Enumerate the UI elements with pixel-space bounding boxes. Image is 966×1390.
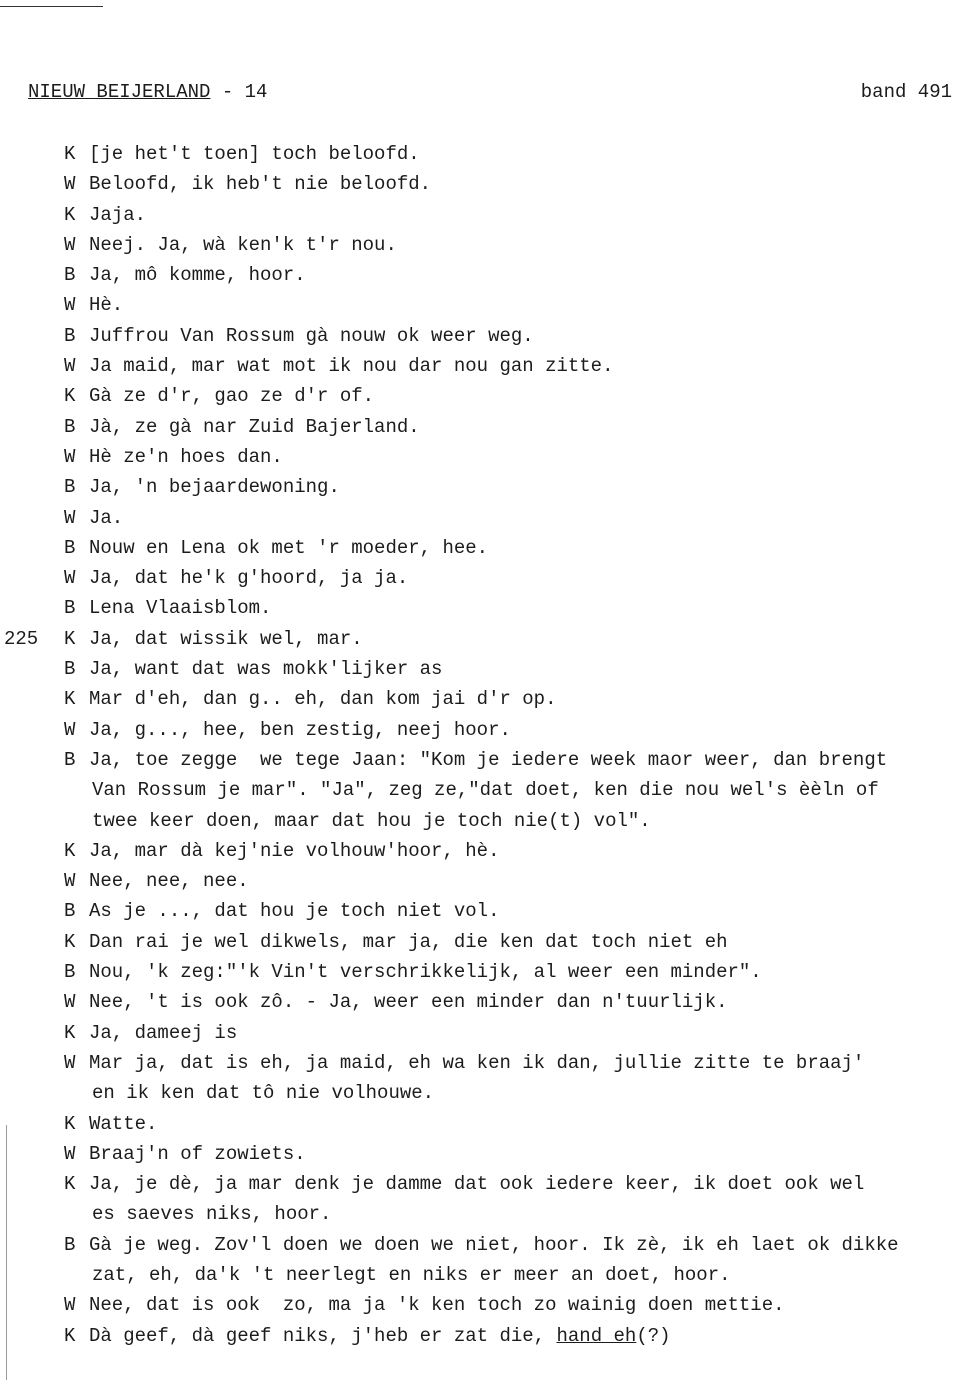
- utterance-text: [89, 836, 499, 866]
- transcript-line: [0, 563, 966, 593]
- transcript-line: [0, 1230, 966, 1260]
- header-band: band 491: [860, 81, 952, 103]
- speaker-label: K: [64, 627, 76, 650]
- utterance-text: [89, 1048, 864, 1078]
- header-place: NIEUW BEIJERLAND: [28, 81, 211, 103]
- speaker-label: W: [64, 567, 76, 590]
- utterance-text: [89, 745, 887, 775]
- utterance-main: Mar d'eh, dan g.. eh, dan kom jai d'r op.: [89, 688, 557, 711]
- transcript-line: [0, 1139, 966, 1169]
- transcript-line: [0, 593, 966, 623]
- speaker-label: K: [64, 203, 76, 226]
- utterance-text: [89, 321, 534, 351]
- line-number: 225: [4, 627, 39, 650]
- utterance-main: Ja, dat wissik wel, mar.: [89, 627, 363, 650]
- utterance-main: Gà je weg. Zov'l doen we doen we niet, hoor. Ik zè, ik eh laet ok dikke: [89, 1233, 899, 1256]
- utterance-text: [89, 896, 499, 926]
- transcript-line: [0, 1169, 966, 1199]
- utterance-main: Ja, mô komme, hoor.: [89, 264, 306, 287]
- transcript-line: [0, 442, 966, 472]
- utterance-tail: (?): [636, 1324, 671, 1347]
- transcript: [0, 139, 966, 1351]
- speaker-label: W: [64, 355, 76, 378]
- transcript-line: [0, 684, 966, 714]
- speaker-label: W: [64, 506, 76, 529]
- transcript-line: [0, 503, 966, 533]
- transcript-line: [0, 290, 966, 320]
- utterance-main: Jaja.: [89, 203, 147, 226]
- utterance-main: Nee, 't is ook zô. - Ja, weer een minder dan n'tuurlijk.: [89, 991, 728, 1014]
- transcript-line: [0, 654, 966, 684]
- utterance-text: [89, 533, 488, 563]
- speaker-label: W: [64, 718, 76, 741]
- transcript-line: [0, 896, 966, 926]
- speaker-label: K: [64, 143, 76, 165]
- transcript-line: [0, 230, 966, 260]
- transcript-line: [0, 1048, 966, 1078]
- speaker-label: W: [64, 1142, 76, 1165]
- speaker-label: K: [64, 930, 76, 953]
- transcript-line: [0, 866, 966, 896]
- utterance-text: [92, 775, 879, 805]
- transcript-line: [0, 957, 966, 987]
- speaker-label: K: [64, 839, 76, 862]
- utterance-text: [89, 412, 420, 442]
- transcript-line: [0, 836, 966, 866]
- transcript-line: [0, 1321, 966, 1351]
- utterance-text: [89, 351, 614, 381]
- transcript-line: [0, 412, 966, 442]
- speaker-label: K: [64, 1021, 76, 1044]
- utterance-text: [92, 806, 651, 836]
- utterance-text: [89, 503, 123, 533]
- utterance-main: Mar ja, dat is eh, ja maid, eh wa ken ik dan, jullie zitte te braaj': [89, 1051, 865, 1074]
- transcript-line: [0, 533, 966, 563]
- speaker-label: B: [64, 415, 76, 438]
- utterance-main: Braaj'n of zowiets.: [89, 1142, 306, 1165]
- utterance-text: [92, 1260, 731, 1290]
- utterance-text: [89, 442, 283, 472]
- speaker-label: K: [64, 1324, 76, 1347]
- utterance-main: twee keer doen, maar dat hou je toch nie(t) vol".: [92, 809, 651, 832]
- utterance-text: [89, 1230, 899, 1260]
- transcript-line: [0, 1199, 966, 1229]
- speaker-label: B: [64, 324, 76, 347]
- utterance-text: [89, 1109, 157, 1139]
- speaker-label: B: [64, 536, 76, 559]
- utterance-text: [89, 593, 271, 623]
- speaker-label: B: [64, 900, 76, 923]
- utterance-main: Ja, dameej is: [89, 1021, 238, 1044]
- utterance-text: [89, 1321, 671, 1351]
- speaker-label: W: [64, 294, 76, 317]
- utterance-main: Dà geef, dà geef niks, j'heb er zat die,: [89, 1324, 557, 1347]
- speaker-label: W: [64, 1051, 76, 1074]
- utterance-main: Nou, 'k zeg:"'k Vin't verschrikkelijk, al weer een minder".: [89, 961, 762, 984]
- transcript-line: [0, 1290, 966, 1320]
- utterance-text: [92, 1199, 331, 1229]
- transcript-line: [0, 715, 966, 745]
- utterance-text: [89, 866, 249, 896]
- speaker-label: W: [64, 173, 76, 196]
- top-rule: [0, 6, 103, 7]
- utterance-main: Neej. Ja, wà ken'k t'r nou.: [89, 233, 397, 256]
- transcript-line: [0, 806, 966, 836]
- transcript-line: [0, 472, 966, 502]
- speaker-label: W: [64, 870, 76, 893]
- utterance-text: [89, 957, 762, 987]
- utterance-text: [89, 654, 442, 684]
- utterance-main: Nee, dat is ook zo, ma ja 'k ken toch zo wainig doen mettie.: [89, 1294, 785, 1317]
- utterance-main: Ja, g..., hee, ben zestig, neej hoor.: [89, 718, 511, 741]
- speaker-label: B: [64, 748, 76, 771]
- utterance-text: [89, 987, 728, 1017]
- utterance-text: [89, 381, 374, 411]
- utterance-text: [89, 1290, 785, 1320]
- utterance-main: Beloofd, ik heb't nie beloofd.: [89, 173, 432, 196]
- utterance-text: [89, 563, 408, 593]
- transcript-line: [0, 169, 966, 199]
- transcript-line: [0, 351, 966, 381]
- transcript-line: [0, 139, 966, 169]
- transcript-line: [0, 745, 966, 775]
- transcript-line: [0, 1018, 966, 1048]
- speaker-label: K: [64, 385, 76, 408]
- utterance-text: [89, 715, 511, 745]
- transcript-line: [0, 927, 966, 957]
- utterance-text: [89, 169, 431, 199]
- utterance-main: Ja.: [89, 506, 124, 529]
- transcript-line: [0, 1109, 966, 1139]
- speaker-label: B: [64, 476, 76, 499]
- utterance-text: [89, 472, 340, 502]
- utterance-text: [89, 260, 306, 290]
- underlined-text: hand eh: [556, 1324, 637, 1347]
- header-title: [28, 78, 267, 106]
- utterance-text: [89, 927, 728, 957]
- utterance-main: Ja maid, mar wat mot ik nou dar nou gan zitte.: [89, 355, 614, 378]
- utterance-main: Juffrou Van Rossum gà nouw ok weer weg.: [89, 324, 534, 347]
- utterance-text: [89, 200, 146, 230]
- speaker-label: W: [64, 1294, 76, 1317]
- utterance-main: Hè ze'n hoes dan.: [89, 445, 283, 468]
- utterance-main: es saeves niks, hoor.: [92, 1203, 332, 1226]
- header-page: - 14: [210, 81, 268, 103]
- utterance-text: [89, 1169, 864, 1199]
- transcript-line: [0, 260, 966, 290]
- transcript-line: [0, 775, 966, 805]
- speaker-label: W: [64, 445, 76, 468]
- utterance-main: Nee, nee, nee.: [89, 870, 249, 893]
- transcript-line: [0, 987, 966, 1017]
- transcript-line: [0, 321, 966, 351]
- speaker-label: K: [64, 688, 76, 711]
- transcript-line: [0, 200, 966, 230]
- page-header: [28, 78, 952, 106]
- utterance-main: en ik ken dat tô nie volhouwe.: [92, 1082, 435, 1105]
- utterance-main: Ja, toe zegge we tege Jaan: "Kom je iedere week maor weer, dan brengt: [89, 748, 888, 771]
- transcript-line: [0, 381, 966, 411]
- utterance-text: [89, 624, 363, 654]
- utterance-main: Ja, want dat was mokk'lijker as: [89, 658, 443, 681]
- utterance-main: As je ..., dat hou je toch niet vol.: [89, 900, 500, 923]
- utterance-main: Ja, dat he'k g'hoord, ja ja.: [89, 567, 409, 590]
- utterance-text: [89, 139, 420, 169]
- speaker-label: K: [64, 1112, 76, 1135]
- transcript-line: [0, 1078, 966, 1108]
- utterance-text: [89, 290, 123, 320]
- speaker-label: B: [64, 658, 76, 681]
- utterance-text: [92, 1078, 434, 1108]
- speaker-label: B: [64, 961, 76, 984]
- utterance-text: [89, 230, 397, 260]
- utterance-text: [89, 1018, 237, 1048]
- speaker-label: K: [64, 1173, 76, 1196]
- utterance-main: Ja, 'n bejaardewoning.: [89, 476, 340, 499]
- utterance-text: [89, 684, 556, 714]
- utterance-text: [89, 1139, 306, 1169]
- utterance-main: Gà ze d'r, gao ze d'r of.: [89, 385, 375, 408]
- utterance-main: Dan rai je wel dikwels, mar ja, die ken dat toch niet eh: [89, 930, 728, 953]
- utterance-main: [je het't toen] toch beloofd.: [89, 143, 420, 165]
- utterance-main: zat, eh, da'k 't neerlegt en niks er meer an doet, hoor.: [92, 1263, 731, 1286]
- transcript-line: [0, 1260, 966, 1290]
- speaker-label: B: [64, 597, 76, 620]
- transcript-line: [0, 624, 966, 654]
- speaker-label: B: [64, 1233, 76, 1256]
- utterance-main: Hè.: [89, 294, 124, 317]
- speaker-label: W: [64, 991, 76, 1014]
- utterance-main: Lena Vlaaisblom.: [89, 597, 272, 620]
- utterance-main: Jà, ze gà nar Zuid Bajerland.: [89, 415, 420, 438]
- speaker-label: W: [64, 233, 76, 256]
- utterance-main: Van Rossum je mar". "Ja", zeg ze,"dat doet, ken die nou wel's èèln of: [92, 779, 879, 802]
- utterance-main: Nouw en Lena ok met 'r moeder, hee.: [89, 536, 489, 559]
- utterance-main: Ja, je dè, ja mar denk je damme dat ook iedere keer, ik doet ook wel: [89, 1173, 865, 1196]
- speaker-label: B: [64, 264, 76, 287]
- margin-bar: [6, 1125, 7, 1380]
- utterance-main: Ja, mar dà kej'nie volhouw'hoor, hè.: [89, 839, 500, 862]
- utterance-main: Watte.: [89, 1112, 158, 1135]
